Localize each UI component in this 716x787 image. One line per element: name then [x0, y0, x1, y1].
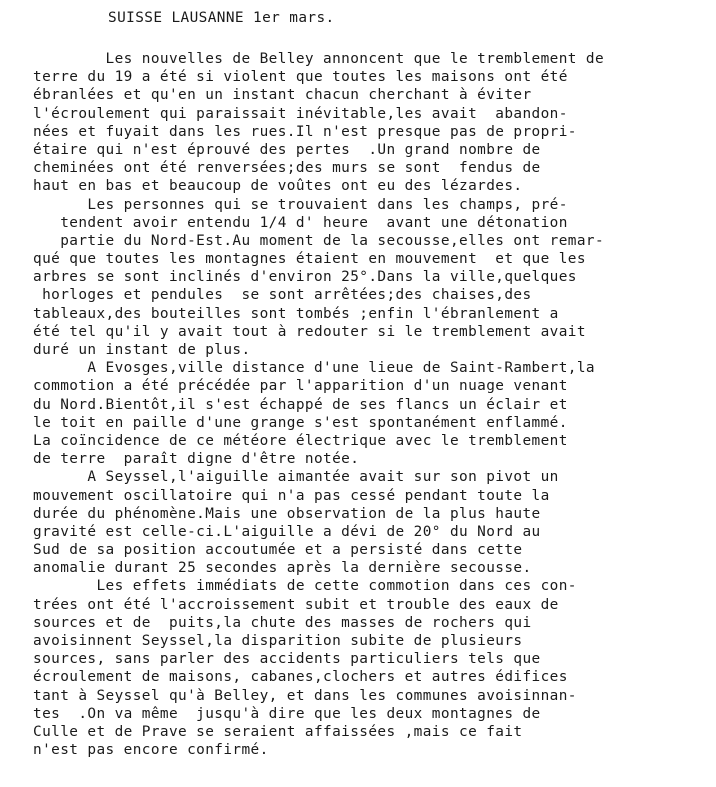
text-line: tes .On va même jusqu'à dire que les deux montagnes de: [33, 705, 541, 722]
text-line: haut en bas et beaucoup de voûtes ont eu des lézardes.: [33, 178, 523, 195]
text-line: l'écroulement qui paraissait inévitable,les avait abandon-: [33, 105, 568, 122]
text-line: n'est pas encore confirmé.: [33, 742, 269, 759]
text-line: trées ont été l'accroissement subit et trouble des eaux de: [33, 596, 559, 613]
text-line: du Nord.Bientôt,il s'est échappé de ses flancs un éclair et: [33, 396, 568, 413]
text-line: ébranlées et qu'en un instant chacun cherchant à éviter: [33, 87, 532, 104]
text-line: gravité est celle-ci.L'aiguille a dévi de 20° du Nord au: [33, 523, 541, 540]
text-line: horloges et pendules se sont arrêtées;des chaises,des: [33, 287, 532, 304]
text-line: tant à Seyssel qu'à Belley, et dans les communes avoisinnan-: [33, 687, 577, 704]
text-line: arbres se sont inclinés d'environ 25°.Dans la ville,quelques: [33, 269, 577, 286]
text-line: sources et de puits,la chute des masses de rochers qui: [33, 614, 532, 631]
text-line: duré un instant de plus.: [33, 342, 251, 358]
text-line: écroulement de maisons, cabanes,clochers et autres édifices: [33, 669, 568, 686]
text-line: A Evosges,ville distance d'une lieue de Saint-Rambert,la: [33, 360, 595, 377]
text-line: La coïncidence de ce météore électrique avec le tremblement: [33, 432, 568, 449]
text-line: Culle et de Prave se seraient affaissées ,mais ce fait: [33, 723, 523, 740]
text-line: étaire qui n'est éprouvé des pertes .Un grand nombre de: [33, 141, 541, 158]
text-line: avoisinnent Seyssel,la disparition subite de plusieurs: [33, 633, 523, 649]
text-line: mouvement oscillatoire qui n'a pas cessé pendant toute la: [33, 487, 550, 504]
text-line: Les personnes qui se trouvaient dans les champs, pré-: [33, 196, 568, 213]
text-line: cheminées ont été renversées;des murs se sont fendus de: [33, 160, 541, 177]
text-line: de terre paraît digne d'être notée.: [33, 451, 360, 468]
text-line: le toit en paille d'une grange s'est spontanément enflammé.: [33, 414, 568, 431]
text-line: commotion a été précédée par l'apparition d'un nuage venant: [33, 378, 568, 395]
text-line: durée du phénomène.Mais une observation de la plus haute: [33, 505, 541, 522]
text-line: tableaux,des bouteilles sont tombés ;enfin l'ébranlement a: [33, 305, 559, 322]
text-line: Sud de sa position accoutumée et a persisté dans cette: [33, 542, 523, 559]
text-line: nées et fuyait dans les rues.Il n'est presque pas de propri-: [33, 123, 577, 140]
text-line: qué que toutes les montagnes étaient en mouvement et que les: [33, 251, 586, 268]
text-line: anomalie durant 25 secondes après la dernière secousse.: [33, 560, 532, 577]
document-heading: SUISSE LAUSANNE 1er mars.: [108, 10, 335, 26]
text-line: Les nouvelles de Belley annoncent que le tremblement de: [33, 51, 605, 67]
text-line: terre du 19 a été si violent que toutes les maisons ont été: [33, 69, 568, 86]
text-line: Les effets immédiats de cette commotion dans ces con-: [33, 578, 577, 595]
text-line: A Seyssel,l'aiguille aimantée avait sur son pivot un: [33, 469, 559, 486]
document-body: [33, 50, 713, 759]
text-line: été tel qu'il y avait tout à redouter si le tremblement avait: [33, 323, 586, 340]
text-line: tendent avoir entendu 1/4 d' heure avant une détonation: [33, 214, 568, 231]
text-line: sources, sans parler des accidents particuliers tels que: [33, 651, 541, 668]
text-line: partie du Nord-Est.Au moment de la secousse,elles ont remar-: [33, 232, 605, 249]
